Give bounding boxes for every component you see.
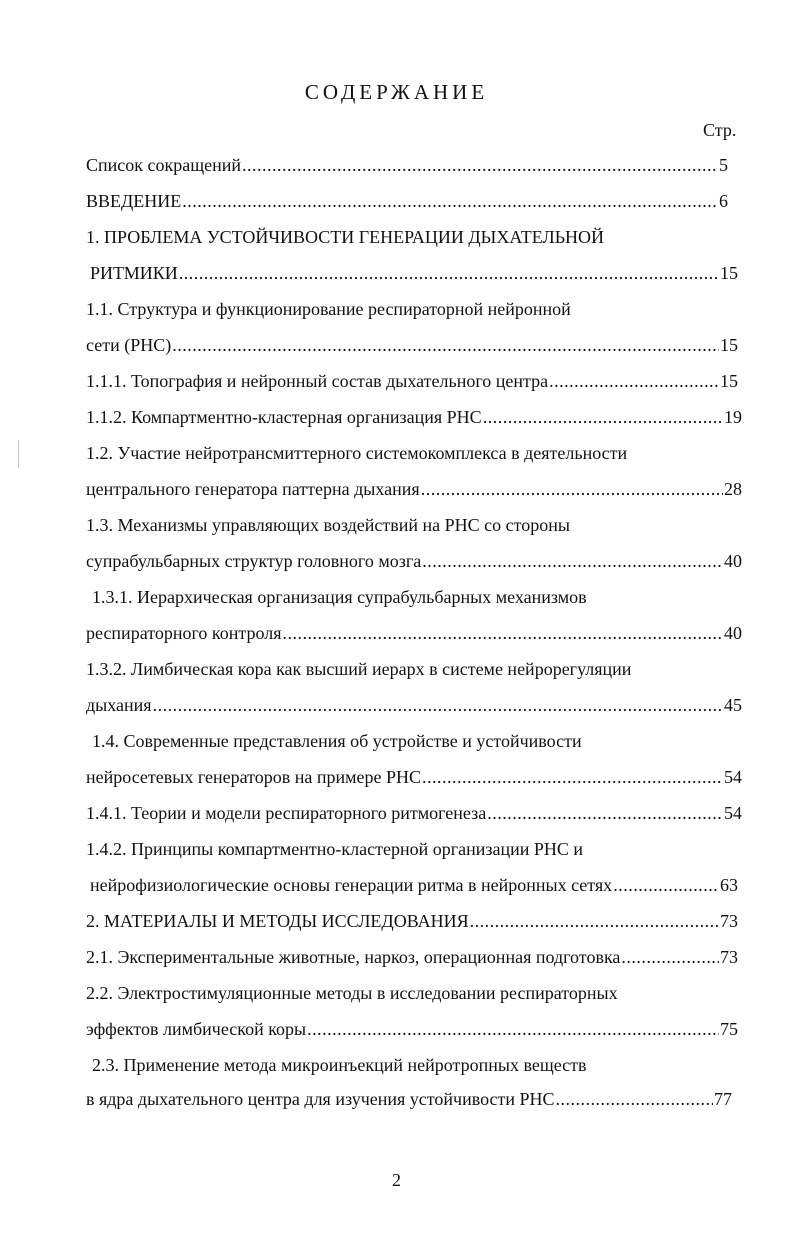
toc-entry-text: 2. МАТЕРИАЛЫ И МЕТОДЫ ИССЛЕДОВАНИЯ: [86, 911, 469, 931]
toc-entry-text: 1.2. Участие нейротрансмиттерного системокомплекса в деятельности: [86, 443, 628, 463]
toc-entry-page: 73: [720, 911, 738, 931]
toc-entry-text: 1.3. Механизмы управляющих воздействий на РНС со стороны: [86, 515, 570, 535]
page-column-label: Стр.: [703, 120, 737, 140]
toc-entry: [86, 368, 738, 394]
toc-entry-text: нейросетевых генераторов на примере РНС: [86, 767, 422, 787]
page-number: 2: [392, 1170, 401, 1190]
toc-entry-page: 19: [724, 407, 742, 427]
toc-entry-page: 75: [720, 1019, 738, 1039]
dot-leader: [621, 944, 719, 970]
dot-leader: [422, 548, 723, 574]
dot-leader: [613, 872, 719, 898]
dot-leader: [422, 764, 723, 790]
dot-leader: [549, 368, 719, 394]
toc-entry-text: 1.3.1. Иерархическая организация супрабульбарных механизмов: [92, 587, 587, 607]
toc-entry: [86, 188, 728, 214]
toc-entry-text: центрального генератора паттерна дыхания: [86, 479, 420, 499]
toc-entry-page: 73: [720, 947, 738, 967]
toc-entry-text: эффектов лимбической коры: [86, 1019, 307, 1039]
toc-entry-text: 1.4.1. Теории и модели респираторного ритмогенеза: [86, 803, 487, 823]
dot-leader: [283, 620, 724, 646]
toc-entry: [86, 908, 738, 934]
dot-leader: [470, 908, 719, 934]
toc-entry-text: Список сокращений: [86, 155, 241, 175]
toc-entry-text: 1.4. Современные представления об устройстве и устойчивости: [92, 731, 582, 751]
toc-entry: [90, 872, 738, 898]
toc-entry-page: 40: [724, 551, 742, 571]
toc-entry: [86, 944, 738, 970]
toc-entry-page: 54: [724, 803, 742, 823]
toc-entry-text: супрабульбарных структур головного мозга: [86, 551, 422, 571]
toc-entry-page: 40: [724, 623, 742, 643]
toc-entry: [86, 476, 742, 502]
toc-entry: [86, 152, 728, 178]
toc-entry-page: 15: [720, 371, 738, 391]
dot-leader: [182, 188, 718, 214]
dot-leader: [487, 800, 723, 826]
toc-entry-page: 54: [724, 767, 742, 787]
toc-entry-text: 1.1. Структура и функционирование респираторной нейронной: [86, 299, 571, 319]
dot-leader: [307, 1016, 719, 1042]
toc-entry: [86, 1086, 732, 1112]
toc-entry: [86, 692, 742, 718]
scan-margin-mark: [18, 440, 19, 468]
toc-entry: [86, 332, 738, 358]
dot-leader: [153, 692, 723, 718]
toc-entry-text: 1. ПРОБЛЕМА УСТОЙЧИВОСТИ ГЕНЕРАЦИИ ДЫХАТЕЛЬНОЙ: [86, 227, 605, 247]
toc-entry-text: 1.3.2. Лимбическая кора как высший иерарх в системе нейрорегуляции: [86, 659, 632, 679]
toc-entry-text: нейрофизиологические основы генерации ритма в нейронных сетях: [90, 875, 613, 895]
toc-entry-text: в ядра дыхательного центра для изучения устойчивости РНС: [86, 1089, 555, 1109]
toc-entry-text: 1.1.2. Компартментно-кластерная организация РНС: [86, 407, 482, 427]
toc-entry-text: 1.4.2. Принципы компартментно-кластерной организации РНС и: [86, 839, 584, 859]
toc-entry: [86, 800, 742, 826]
toc-entry-text: 2.2. Электростимуляционные методы в исследовании респираторных: [86, 983, 618, 1003]
toc-entry-text: 2.3. Применение метода микроинъекций нейротропных веществ: [92, 1055, 587, 1075]
dot-leader: [483, 404, 723, 430]
dot-leader: [556, 1086, 713, 1112]
toc-entry-page: 15: [720, 263, 738, 283]
toc-entry-page: 15: [720, 335, 738, 355]
toc-entry: [86, 620, 742, 646]
toc-entry-text: сети (РНС): [86, 335, 172, 355]
toc-entry-page: 63: [720, 875, 738, 895]
toc-entry: [86, 404, 742, 430]
page-title: СОДЕРЖАНИЕ: [304, 80, 489, 104]
toc-entry: [86, 1016, 738, 1042]
dot-leader: [179, 260, 719, 286]
toc-entry-text: респираторного контроля: [86, 623, 282, 643]
toc-entry-text: ВВЕДЕНИЕ: [86, 191, 182, 211]
toc-entry-page: 6: [719, 191, 728, 211]
toc-entry: [86, 764, 742, 790]
toc-entry-text: дыхания: [86, 695, 152, 715]
toc-entry-page: 5: [719, 155, 728, 175]
toc-entry: [90, 260, 738, 286]
toc-entry-text: РИТМИКИ: [90, 263, 178, 283]
dot-leader: [421, 476, 723, 502]
dot-leader: [172, 332, 719, 358]
dot-leader: [242, 152, 718, 178]
toc-entry-page: 77: [714, 1089, 732, 1109]
toc-entry-text: 1.1.1. Топография и нейронный состав дыхательного центра: [86, 371, 549, 391]
toc-entry-text: 2.1. Экспериментальные животные, наркоз, операционная подготовка: [86, 947, 621, 967]
toc-entry-page: 45: [724, 695, 742, 715]
toc-entry-page: 28: [724, 479, 742, 499]
toc-entry: [86, 548, 742, 574]
